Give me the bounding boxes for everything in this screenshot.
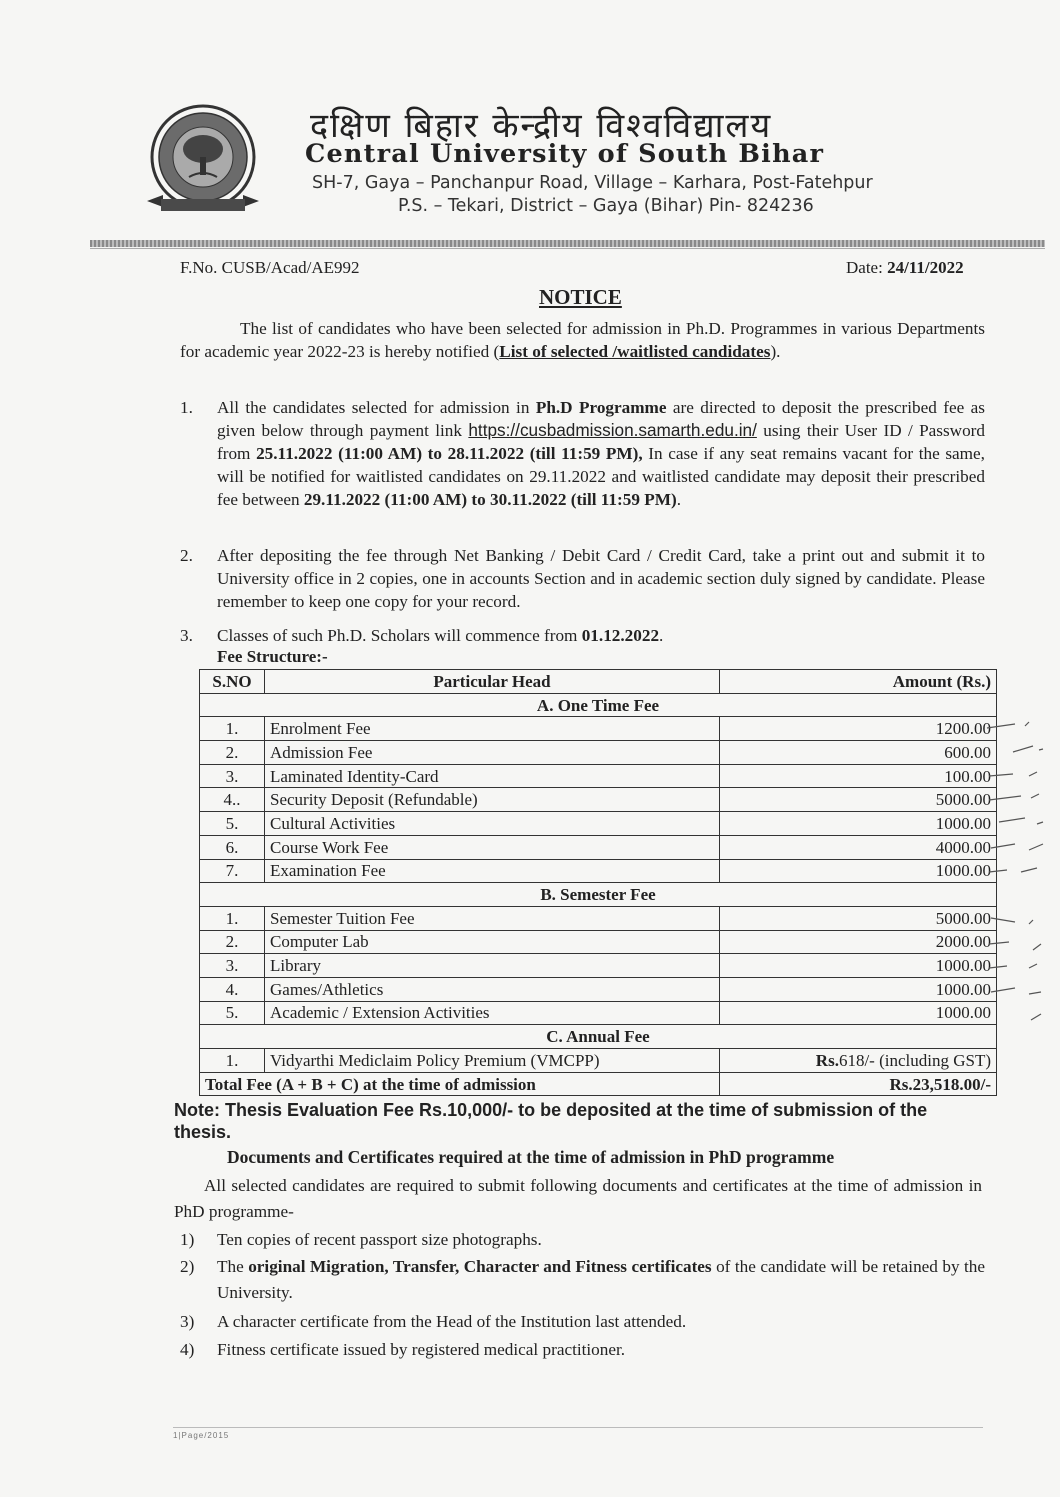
section-header-row xyxy=(200,883,997,907)
table-row: 6. Course Work Fee 4000.00 xyxy=(200,835,997,859)
col-header-sno: S.NO xyxy=(200,670,265,694)
table-row: 2. Computer Lab 2000.00 xyxy=(200,930,997,954)
handwritten-tick-marks xyxy=(985,712,1055,1032)
notice-date: Date: 24/11/2022 xyxy=(846,258,964,277)
header-divider-thin xyxy=(90,248,1045,249)
table-row: 4.. Security Deposit (Refundable) 5000.00 xyxy=(200,788,997,812)
fee-structure-heading: Fee Structure:- xyxy=(217,647,328,666)
table-row: 3. Laminated Identity-Card 100.00 xyxy=(200,764,997,788)
header-divider xyxy=(90,240,1045,247)
footer-divider xyxy=(173,1427,983,1428)
table-row: 5. Cultural Activities 1000.00 xyxy=(200,812,997,836)
section-a-title: A. One Time Fee xyxy=(200,693,997,717)
table-row: 1. Semester Tuition Fee 5000.00 xyxy=(200,906,997,930)
file-number: F.No. CUSB/Acad/AE992 xyxy=(180,258,360,277)
table-row: 4. Games/Athletics 1000.00 xyxy=(200,977,997,1001)
payment-link[interactable]: https://cusbadmission.samarth.edu.in/ xyxy=(468,420,757,440)
thesis-fee-note: Note: Thesis Evaluation Fee Rs.10,000/- to be deposited at the time of submission of the thesis. xyxy=(174,1100,928,1142)
instruction-item-3: 3. Classes of such Ph.D. Scholars will commence from 01.12.2022. xyxy=(180,626,664,645)
intro-paragraph: The list of candidates who have been selected for admission in Ph.D. Programmes in various Departments for academic year 2022-23 is hereby notified (List of selected /waitlisted candidates). xyxy=(180,319,985,361)
document-item-4: 4) Fitness certificate issued by registered medical practitioner. xyxy=(180,1340,626,1359)
address-line-2: P.S. – Tekari, District – Gaya (Bihar) Pin- 824236 xyxy=(398,196,814,216)
table-header-row xyxy=(200,670,997,694)
notice-title: NOTICE xyxy=(539,285,622,309)
address-line-1: SH-7, Gaya – Panchanpur Road, Village – Karhara, Post-Fatehpur xyxy=(312,173,873,193)
documents-heading: Documents and Certificates required at the time of admission in PhD programme xyxy=(227,1147,835,1167)
section-b-title: B. Semester Fee xyxy=(200,883,997,907)
document-item-2: 2) The original Migration, Transfer, Character and Fitness certificates of the candidate will be retained by the University. xyxy=(180,1257,986,1302)
document-item-3: 3) A character certificate from the Head of the Institution last attended. xyxy=(180,1312,687,1331)
document-item-1: 1) Ten copies of recent passport size photographs. xyxy=(180,1230,542,1249)
table-row: 1. Vidyarthi Mediclaim Policy Premium (VMCPP) Rs.618/- (including GST) xyxy=(200,1049,997,1073)
university-seal-logo xyxy=(147,103,259,219)
section-header-row xyxy=(200,1025,997,1049)
university-name-hindi: दक्षिण बिहार केन्द्रीय विश्वविद्यालय xyxy=(310,106,773,146)
total-amount: Rs.23,518.00/- xyxy=(720,1072,997,1096)
university-name-english: Central University of South Bihar xyxy=(305,139,825,169)
instruction-item-1: 1. All the candidates selected for admission in Ph.D Programme are directed to deposit the prescribed fee as given below through payment link https://cusbadmission.samarth.edu.in/ using their User ID / Password from 25.11.2022 (11:00 AM) to 28.11.2022 (till 11:59 PM), In case if any seat remains vacant for the same, will be notified for waitlisted candidates on 29.11.2022 and waitlisted candidate may deposit their prescribed fee between 29.11.2022 (11:00 AM) to 30.11.2022 (till 11:59 PM). xyxy=(180,398,985,509)
section-c-title: C. Annual Fee xyxy=(200,1025,997,1049)
page-number: 1|Page/2015 xyxy=(173,1431,230,1440)
total-label: Total Fee (A + B + C) at the time of admission xyxy=(200,1072,720,1096)
col-header-amount: Amount (Rs.) xyxy=(720,670,997,694)
fee-structure-table xyxy=(199,669,997,1096)
table-row: 1. Enrolment Fee 1200.00 xyxy=(200,717,997,741)
selected-list-link[interactable]: List of selected /waitlisted candidates xyxy=(499,342,771,361)
table-row: 5. Academic / Extension Activities 1000.00 xyxy=(200,1001,997,1025)
instruction-item-2: 2. After depositing the fee through Net Banking / Debit Card / Credit Card, take a print out and submit it to University office in 2 copies, one in accounts Section and in academic section duly signed by candidate. Please remember to keep one copy for your record. xyxy=(180,546,985,611)
col-header-particular: Particular Head xyxy=(265,670,720,694)
table-row: 3. Library 1000.00 xyxy=(200,954,997,978)
section-header-row xyxy=(200,693,997,717)
total-row xyxy=(200,1072,997,1096)
table-row: 2. Admission Fee 600.00 xyxy=(200,741,997,765)
table-row: 7. Examination Fee 1000.00 xyxy=(200,859,997,883)
documents-intro: All selected candidates are required to submit following documents and certificates at the time of admission in PhD programme- xyxy=(174,1176,982,1221)
